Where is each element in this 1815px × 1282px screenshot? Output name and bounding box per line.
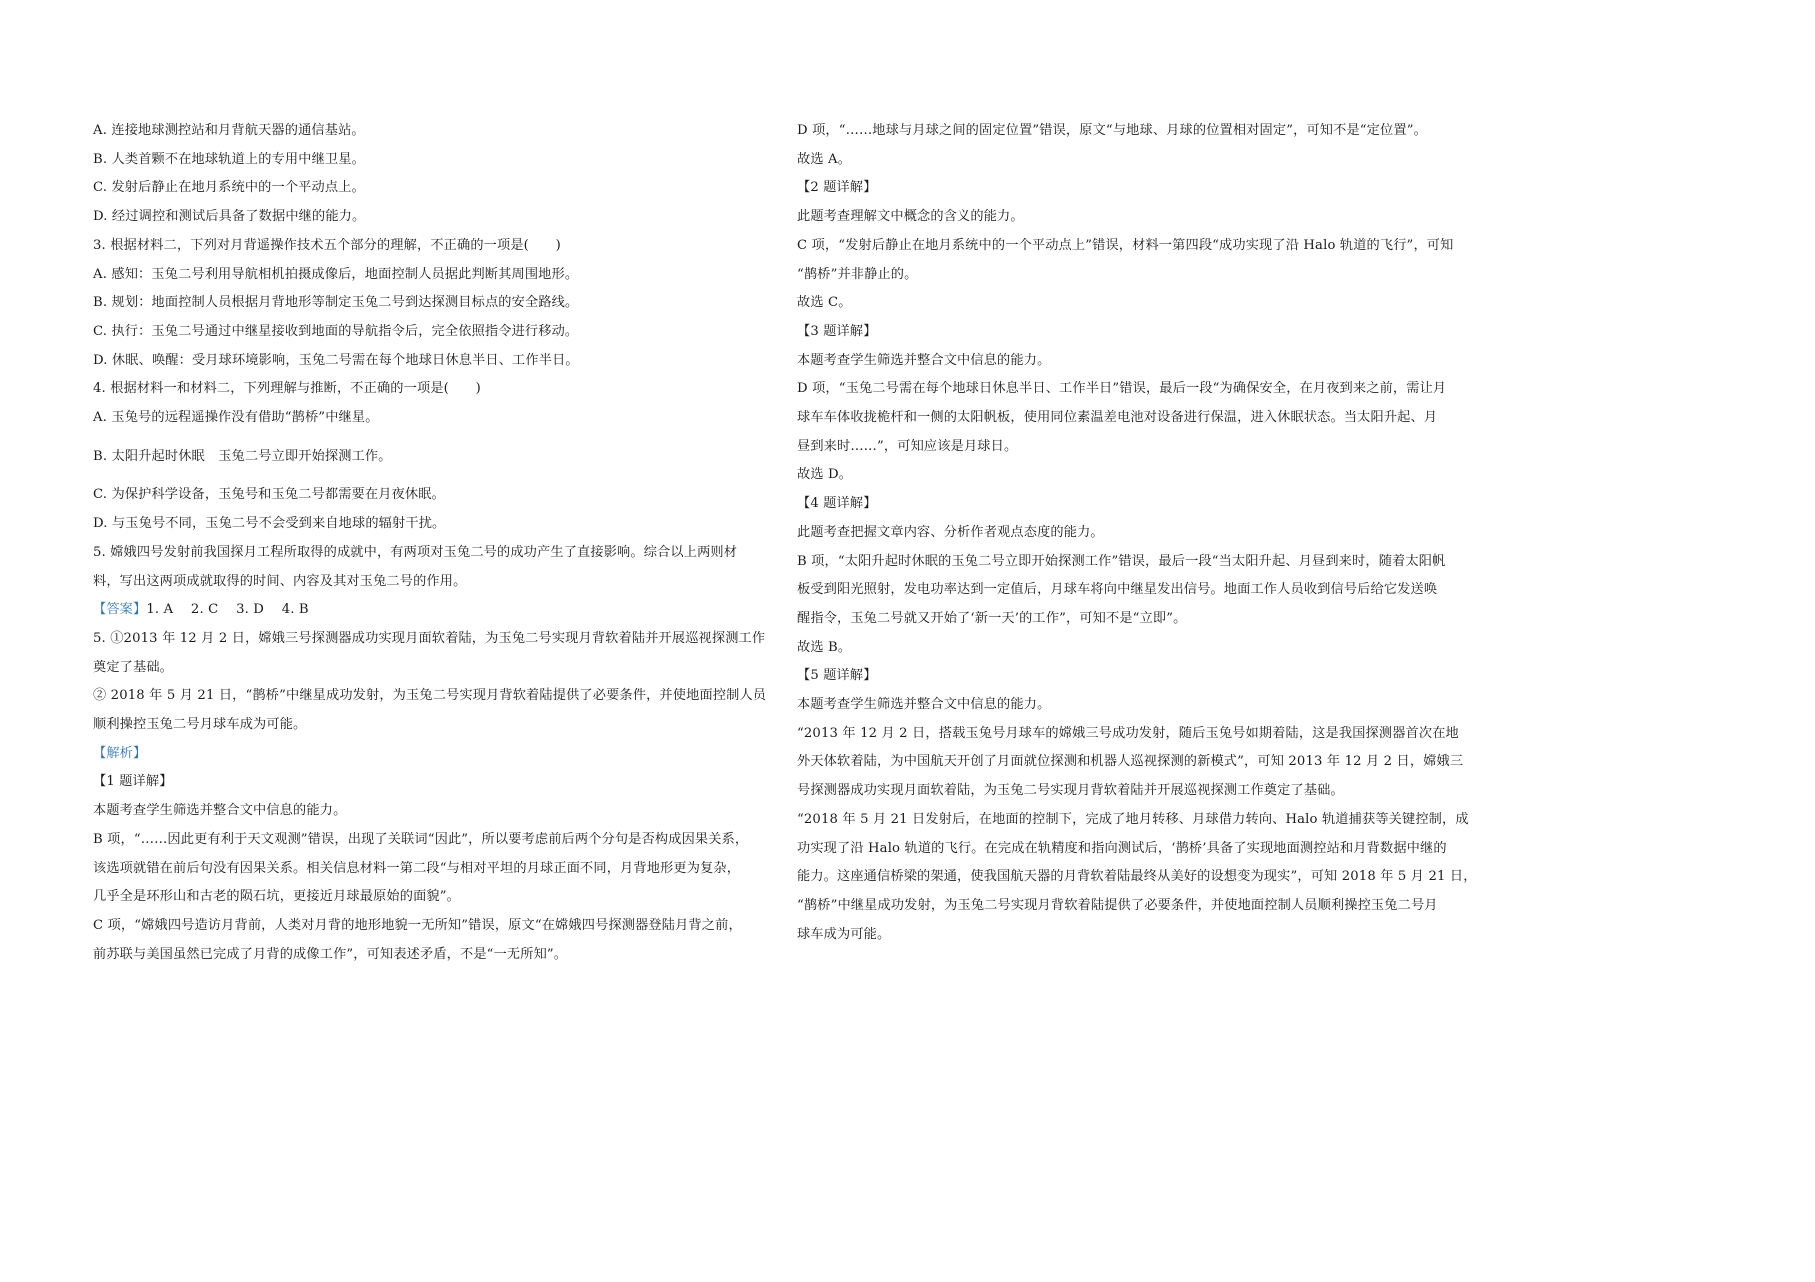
right-line: 球车车体收拢桅杆和一侧的太阳帆板，使用同位素温差电池对设备进行保温，进入休眠状态。当太阳升起、月 [797, 410, 1438, 426]
answer-label: 【答案】 [93, 602, 147, 618]
q3-option-c: C. 执行：玉兔二号通过中继星接收到地面的导航指令后，完全依照指令进行移动。 [93, 323, 579, 339]
spacer [93, 471, 783, 481]
right-line: B 项，“太阳升起时休眠的玉兔二号立即开始探测工作”错误，最后一段“当太阳升起、月昼到来时，随着太阳帆 [797, 553, 1446, 569]
detail1-line: 前苏联与美国虽然已完成了月背的成像工作”，可知表述矛盾，不是“一无所知”。 [93, 946, 568, 962]
q4-option-b: B. 太阳升起时休眠 玉兔二号立即开始探测工作。 [93, 448, 392, 464]
right-line: “2018 年 5 月 21 日发射后，在地面的控制下，完成了地月转移、月球借力转向、Halo 轨道捕获等关键控制，成 [797, 811, 1469, 827]
q3-option-d: D. 休眠、唤醒：受月球环境影响，玉兔二号需在每个地球日休息半日、工作半日。 [93, 352, 579, 368]
right-line: 号探测器成功实现月面软着陆，为玉兔二号实现月背软着陆并开展巡视探测工作奠定了基础。 [797, 783, 1344, 799]
q4-option-d: D. 与玉兔号不同，玉兔二号不会受到来自地球的辐射干扰。 [93, 516, 446, 532]
left-column [93, 117, 783, 969]
right-line: “2013 年 12 月 2 日，搭载玉兔号月球车的嫦娥三号成功发射，随后玉兔号如期着陆，这是我国探测器首次在地 [797, 725, 1459, 741]
right-line: 昼到来时……”，可知应该是月球日。 [797, 438, 1018, 454]
answer5-line: 顺利操控玉兔二号月球车成为可能。 [93, 717, 307, 733]
answer5-line: ② 2018 年 5 月 21 日，“鹊桥”中继星成功发射，为玉兔二号实现月背软着陆提供了必要条件，并使地面控制人员 [93, 688, 767, 704]
q2-option-d: D. 经过调控和测试后具备了数据中继的能力。 [93, 209, 366, 225]
detail1-line: 本题考查学生筛选并整合文中信息的能力。 [93, 803, 347, 819]
q2-option-c: C. 发射后静止在地月系统中的一个平动点上。 [93, 180, 365, 196]
right-line: 本题考查学生筛选并整合文中信息的能力。 [797, 697, 1051, 713]
detail2-heading: 【2 题详解】 [797, 180, 877, 196]
right-line: D 项，“玉兔二号需在每个地球日休息半日、工作半日”错误，最后一段“为确保安全，在月夜到来之前，需让月 [797, 381, 1447, 397]
detail1-line: 该选项就错在前后句没有因果关系。相关信息材料一第二段“与相对平坦的月球正面不同，月背地形更为复杂， [93, 860, 741, 876]
right-line: 故选 B。 [797, 639, 852, 655]
right-line: D 项，“……地球与月球之间的固定位置”错误，原文“与地球、月球的位置相对固定”，可知不是“定位置”。 [797, 123, 1427, 138]
analysis-label: 【解析】 [93, 745, 147, 761]
detail1-line: B 项，“……因此更有利于天文观测”错误，出现了关联词“因此”，所以要考虑前后两个分句是否构成因果关系， [93, 831, 749, 847]
right-line: 外天体软着陆，为中国航天开创了月面就位探测和机器人巡视探测的新模式”，可知 2013 年 12 月 2 日，嫦娥三 [797, 754, 1464, 770]
right-line: 功实现了沿 Halo 轨道的飞行。在完成在轨精度和指向测试后，‘鹊桥’具备了实现地面测控站和月背数据中继的 [797, 840, 1447, 856]
detail4-heading: 【4 题详解】 [797, 496, 877, 512]
detail1-heading: 【1 题详解】 [93, 774, 173, 790]
right-line: 能力。这座通信桥梁的架通，使我国航天器的月背软着陆最终从美好的设想变为现实”，可知 2018 年 5 月 21 日， [797, 869, 1477, 885]
q3-option-b: B. 规划：地面控制人员根据月背地形等制定玉兔二号到达探测目标点的安全路线。 [93, 295, 579, 311]
right-line: “鹊桥”并非静止的。 [797, 266, 918, 282]
answer-text: 1. A 2. C 3. D 4. B [146, 602, 309, 618]
right-line: 故选 D。 [797, 467, 853, 483]
q2-option-b: B. 人类首颗不在地球轨道上的专用中继卫星。 [93, 151, 365, 167]
right-line: C 项，“发射后静止在地月系统中的一个平动点上”错误，材料一第四段“成功实现了沿 Halo 轨道的飞行”，可知 [797, 237, 1454, 253]
right-line: 球车成为可能。 [797, 926, 891, 942]
q3-option-a: A. 感知：玉兔二号利用导航相机拍摄成像后，地面控制人员据此判断其周围地形。 [93, 266, 579, 282]
right-line: 板受到阳光照射，发电功率达到一定值后，月球车将向中继星发出信号。地面工作人员收到信号后给它发送唤 [797, 582, 1438, 598]
detail1-line: C 项，“嫦娥四号造访月背前，人类对月背的地形地貌一无所知”错误，原文“在嫦娥四号探测器登陆月背之前， [93, 917, 742, 933]
right-line: 故选 C。 [797, 295, 852, 311]
right-line: 故选 A。 [797, 151, 852, 167]
right-line: 此题考查理解文中概念的含义的能力。 [797, 209, 1024, 225]
answer5-line: 奠定了基础。 [93, 659, 174, 675]
q5-stem-line2: 料，写出这两项成就取得的时间、内容及其对玉兔二号的作用。 [93, 573, 467, 589]
q5-stem-line1: 5. 嫦娥四号发射前我国探月工程所取得的成就中，有两项对玉兔二号的成功产生了直接影响。综合以上两则材 [93, 544, 738, 560]
q3-stem: 3. 根据材料二，下列对月背遥操作技术五个部分的理解，不正确的一项是( ) [93, 237, 561, 253]
q2-option-a: A. 连接地球测控站和月背航天器的通信基站。 [93, 123, 365, 138]
right-line: 醒指令，玉兔二号就又开始了‘新一天’的工作”，可知不是“立即”。 [797, 610, 1187, 626]
right-line: 本题考查学生筛选并整合文中信息的能力。 [797, 352, 1051, 368]
spacer [93, 433, 783, 443]
detail3-heading: 【3 题详解】 [797, 323, 877, 339]
detail5-heading: 【5 题详解】 [797, 668, 877, 684]
right-line: “鹊桥”中继星成功发射，为玉兔二号实现月背软着陆提供了必要条件，并使地面控制人员顺利操控玉兔二号月 [797, 897, 1438, 913]
right-line: 此题考查把握文章内容、分析作者观点态度的能力。 [797, 524, 1104, 540]
q4-stem: 4. 根据材料一和材料二，下列理解与推断，不正确的一项是( ) [93, 381, 481, 397]
answer5-line: 5. ①2013 年 12 月 2 日，嫦娥三号探测器成功实现月面软着陆，为玉兔二号实现月背软着陆并开展巡视探测工作 [93, 630, 766, 646]
q4-option-c: C. 为保护科学设备，玉兔号和玉兔二号都需要在月夜休眠。 [93, 487, 445, 503]
q4-option-a: A. 玉兔号的远程遥操作没有借助“鹊桥”中继星。 [93, 410, 379, 426]
detail1-line: 几乎全是环形山和古老的陨石坑，更接近月球最原始的面貌”。 [93, 889, 461, 905]
right-column [797, 117, 1477, 949]
answer-line [93, 596, 783, 625]
